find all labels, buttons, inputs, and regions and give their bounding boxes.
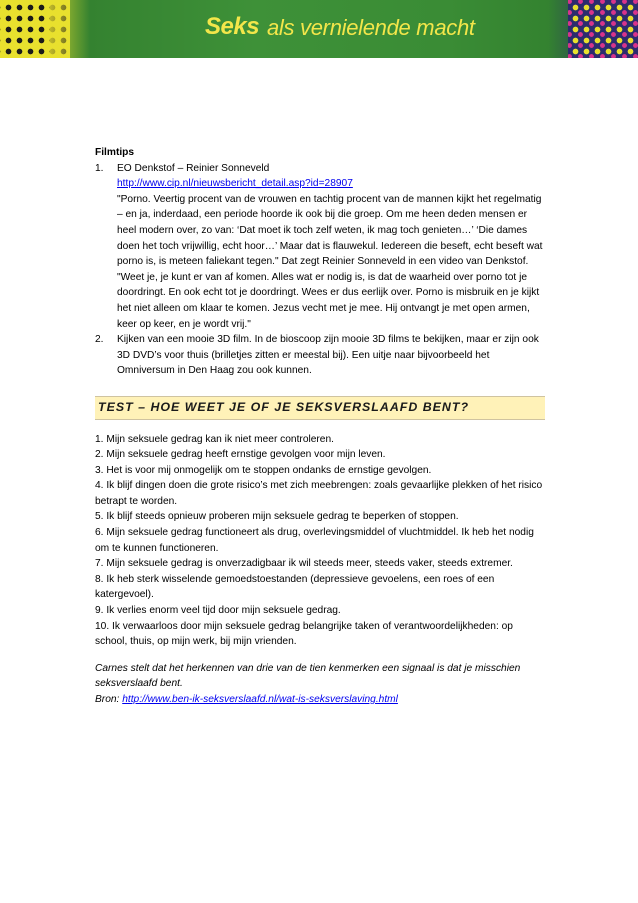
header-banner: [0, 0, 638, 58]
test-heading-box: [95, 396, 545, 420]
logo-tagline: als vernielende macht: [267, 15, 475, 40]
filmtip-number: 1.: [95, 162, 104, 174]
test-item: 3. Het is voor mij onmogelijk om te stoppen ondanks de ernstige gevolgen.: [95, 464, 432, 476]
carnes-text: Carnes stelt dat het herkennen van drie van de tien kenmerken een signaal is dat je misschien seksverslaafd bent.: [95, 662, 521, 690]
logo-word-seks: Seks: [205, 13, 260, 40]
test-item: 4. Ik blijf dingen doen die grote risico’s met zich meebrengen: zoals gevaarlijke plekken of het risico betrapt te worden.: [95, 480, 543, 507]
filmtips-heading: Filmtips: [95, 147, 135, 158]
filmtip-number: 2.: [95, 334, 104, 346]
filmtip-title: EO Denkstof – Reinier Sonneveld: [117, 162, 270, 174]
test-title: TEST – HOE WEET JE OF JE SEKSVERSLAAFD BENT?: [98, 399, 470, 414]
test-items: [95, 432, 545, 650]
source-line: [95, 692, 545, 708]
source-link[interactable]: http://www.ben-ik-seksverslaafd.nl/wat-is-seksverslaving.html: [122, 694, 398, 705]
test-item: 9. Ik verlies enorm veel tijd door mijn seksuele gedrag.: [95, 605, 341, 617]
filmtips-list: [95, 161, 545, 379]
test-item: 7. Mijn seksuele gedrag is onverzadigbaar ik wil steeds meer, steeds vaker, steeds extremer.: [95, 558, 513, 570]
test-item: 1. Mijn seksuele gedrag kan ik niet meer controleren.: [95, 433, 334, 445]
page-content: [95, 145, 545, 708]
dot-pattern-right: [568, 0, 638, 58]
filmtip-item: [95, 332, 545, 379]
banner-fade-left: [50, 0, 90, 58]
test-item: 5. Ik blijf steeds opnieuw proberen mijn seksuele gedrag te beperken of stoppen.: [95, 511, 459, 523]
source-label: Bron:: [95, 694, 120, 705]
filmtip-link[interactable]: http://www.cip.nl/nieuwsbericht_detail.asp?id=28907: [117, 178, 353, 190]
test-item: 2. Mijn seksuele gedrag heeft ernstige gevolgen voor mijn leven.: [95, 449, 386, 461]
filmtip-text: Kijken van een mooie 3D film. In de bioscoop zijn mooie 3D films te bekijken, maar er zijn ook 3D DVD’s voor thuis (brilletjes zitten er meestal bij). Een uitje naar bijvoorbeeld het Omniversum in Den Haag zou ook kunnen.: [117, 334, 539, 377]
filmtip-text: "Porno. Veertig procent van de vrouwen en tachtig procent van de mannen kijkt het regelmatig – en ja, inderdaad, een periode hoorde ik ook bij die groep. Om me heen deden mensen er heel modern over, zo van: ‘Dat moet ik toch zelf weten, ik mag toch genieten…’ ‘Die dames doen het toch vrijwillig, echt hoor…’ Maar dat is flauwekul. Iedereen die beseft, echt beseft wat porno is, is meteen faliekant tegen." Dat zegt Reinier Sonneveld in een video van Denkstof. "Weet je, je kunt er van af komen. Alles wat er nodig is, is dat de waarheid over porno tot je doordringt. En ook echt tot je doordringt. Wees er dus eerlijk over. Porno is misbruik en je kijkt het niet alleen om klaar te komen. Jezus vecht met je mee. Hij ontvangt je met open armen, keer op keer, en je wordt vrij.": [117, 193, 543, 330]
carnes-note: [95, 661, 545, 708]
test-item: 6. Mijn seksuele gedrag functioneert als drug, overlevingsmiddel of vluchtmiddel. Ik heb het nodig om te kunnen functioneren.: [95, 527, 534, 554]
test-item: 10. Ik verwaarloos door mijn seksuele gedrag belangrijke taken of verantwoordelijkheden: op school, thuis, op mijn werk, bij mijn vrienden.: [95, 620, 513, 648]
test-item: 8. Ik heb sterk wisselende gemoedstoestanden (depressieve gevoelens, een roes of een katergevoel).: [95, 573, 495, 601]
filmtip-item: [95, 161, 545, 333]
